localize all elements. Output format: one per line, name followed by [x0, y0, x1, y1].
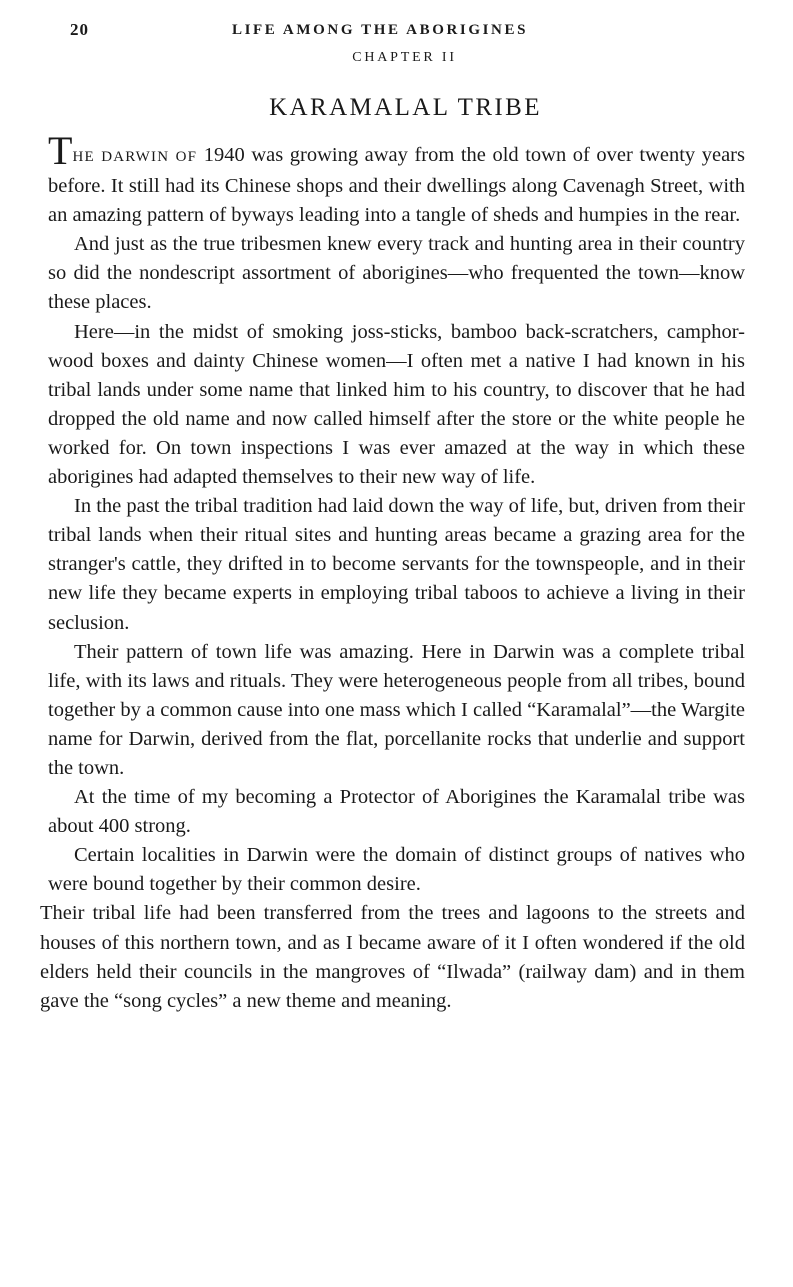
- paragraph-6: At the time of my becoming a Protector of Aborigines the Karamalal tribe was about 400 strong.: [48, 786, 745, 838]
- paragraph-7: Certain localities in Darwin were the domain of distinct groups of natives who were bound together by their common desire.: [48, 844, 745, 896]
- paragraph-3: Here—in the midst of smoking joss-sticks, bamboo back-scratchers, camphor-wood boxes and dainty Chinese women—I often met a native I had known in his tribal lands under some name that linked him to his country, to discover that he had dropped the old name and now called himself after the store or the white people he worked for. On town inspections I was ever amazed at the way in which these aborigines had adapted themselves to their new way of life.: [48, 320, 745, 489]
- drop-cap: T: [48, 128, 73, 173]
- small-caps-opening: HE DARWIN OF: [72, 149, 198, 165]
- paragraph-1: [48, 128, 745, 230]
- paragraph-4: In the past the tribal tradition had laid down the way of life, but, driven from their tribal lands when their ritual sites and hunting areas became a grazing area for the stranger's cattle, they drifted in to become servants for the townspeople, and in their new life they became experts in employing tribal taboos to achieve a living in their seclusion.: [48, 495, 745, 634]
- chapter-label: CHAPTER II: [352, 50, 457, 65]
- paragraph-8: Their tribal life had been transferred from the trees and lagoons to the streets and houses of this northern town, and as I became aware of it I often wondered if the old elders held their councils in the mangroves of “Ilwada” (railway dam) and in them gave the “song cycles” a new theme and meaning.: [40, 902, 745, 1012]
- page-number: 20: [70, 20, 89, 39]
- paragraph-2: And just as the true tribesmen knew every track and hunting area in their country so did the nondescript assortment of aborigines—who frequented the town—know these places.: [48, 233, 745, 314]
- body-text: [40, 128, 745, 1016]
- paragraph-5: Their pattern of town life was amazing. Here in Darwin was a complete tribal life, with its laws and rituals. They were heterogeneous people from all tribes, bound together by a common cause into one mass which I called “Karamalal”—the Wargite name for Darwin, derived from the flat, porcellanite rocks that underlie and support the town.: [48, 640, 745, 779]
- paragraph-1-text: 1940 was growing away from the old town of over twenty years before. It still had its Chinese shops and their dwellings along Cavenagh Street, with an amazing pattern of byways leading into a tangle of sheds and humpies in the rear.: [48, 144, 745, 227]
- chapter-title: KARAMALAL TRIBE: [269, 94, 542, 121]
- running-head: LIFE AMONG THE ABORIGINES: [232, 22, 529, 38]
